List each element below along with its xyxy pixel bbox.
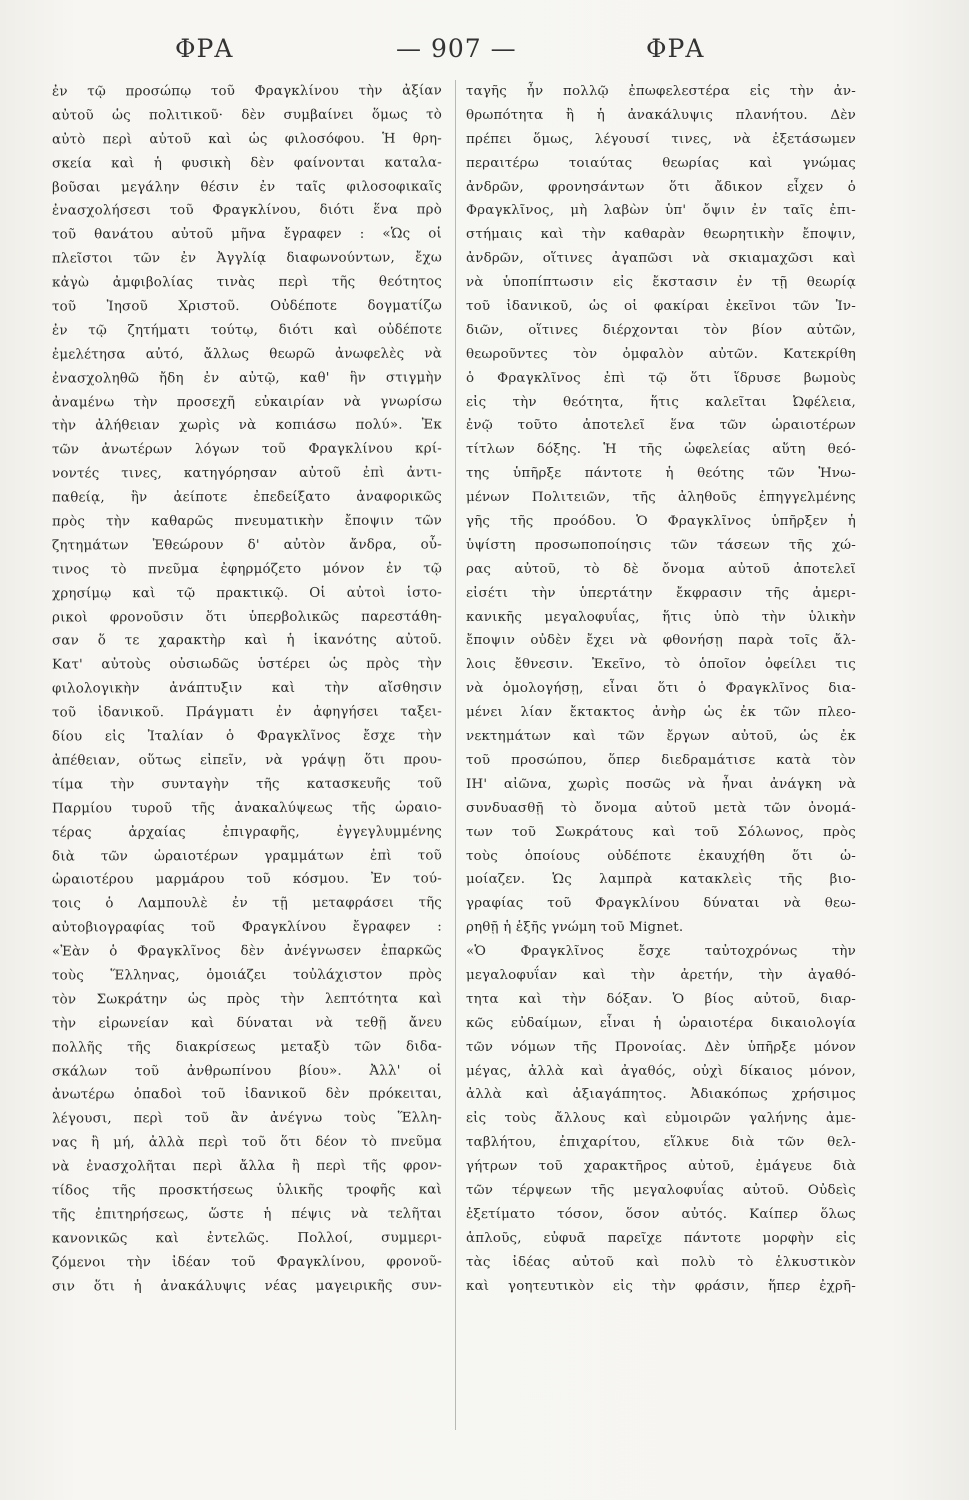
text-line: κανονικῶς καὶ ἐντελῶς. Πολλοί, συμμερι- xyxy=(52,1230,442,1247)
text-line: ζόμενοι τὴν ἰδέαν τοῦ Φραγκλίνου, φρονοῦ- xyxy=(52,1254,442,1271)
text-line: τητα καὶ τὴν δόξαν. Ὁ βίος αὐτοῦ, διαρ- xyxy=(466,991,856,1007)
text-line: νὰ ὁμολογήσῃ, εἶναι ὅτι ὁ Φραγκλῖνος δια- xyxy=(466,681,856,697)
text-line: ταγῆς ἦν πολλῷ ἐπωφελεστέρα εἰς τὴν ἀν- xyxy=(466,84,856,99)
text-line: πολλῆς τῆς διακρίσεως μεταξὺ τῶν διδα- xyxy=(52,1039,442,1056)
text-line: τέρας ἀρχαίας ἐπιγραφῆς, ἐγγεγλυμμένης xyxy=(52,824,442,841)
text-line: ἐνασχολήσεσι τοῦ Φραγκλίνου, διότι ἕνα πρὸ xyxy=(52,202,442,219)
text-line: τοῦ προσώπου, ὅπερ διεδραμάτισε κατὰ τὸν xyxy=(466,752,856,768)
text-line: της ὑπῆρξε πάντοτε ἡ θεότης τῶν Ἡνω- xyxy=(466,466,856,482)
text-line: ἀνδρῶν, φρονησάντων ὅτι ἄδικον εἶχεν ὁ xyxy=(466,179,856,195)
text-line: «Ἐὰν ὁ Φραγκλῖνος δὲν ἀνέγνωσεν ἐπαρκῶς xyxy=(52,943,442,960)
text-line: εἰς τοὺς ἄλλους καὶ εὐμοιρῶν γαλήνης ἀμε- xyxy=(466,1111,856,1127)
text-line: ταβλήτου, ἐπιχαρίτου, εἵλκυε διὰ τῶν θελ- xyxy=(466,1135,856,1151)
text-line: περαιτέρω τοιαύτας θεωρίας καὶ γνώμας xyxy=(466,155,856,171)
text-line: σκάλων τοῦ ἀνθρωπίνου βίου». Ἀλλ' οἱ xyxy=(52,1063,442,1080)
text-line: τὴν εἰρωνείαν καὶ δύναται νὰ τεθῇ ἄνευ xyxy=(52,1015,442,1032)
text-line: νὰ ἐνασχολῆται περὶ ἄλλα ἢ περὶ τῆς φρον- xyxy=(52,1158,442,1175)
text-line: τοῦ θανάτου αὐτοῦ μῆνα ἔγραφεν : «Ὡς οἱ xyxy=(52,226,442,243)
text-line: ἐν τῷ προσώπῳ τοῦ Φραγκλίνου τὴν ἀξίαν xyxy=(52,83,442,100)
text-line: μένων Πολιτειῶν, τῆς ἀληθοῦς ἐπηγγελμένης xyxy=(466,490,856,506)
text-line: παθείᾳ, ἣν ἀείποτε ἐπεδείξατο ἀναφορικῶς xyxy=(52,489,442,506)
text-line: κἀγὼ ἀμφιβολίας τινὰς περὶ τῆς θεότητος xyxy=(52,274,442,291)
text-line: τοῦ Ἰησοῦ Χριστοῦ. Οὐδέποτε δογματίζω xyxy=(52,298,442,315)
text-line: τίδος τῆς προσκτήσεως ὑλικῆς τροφῆς καὶ xyxy=(52,1182,442,1199)
text-line: διὰ τῶν ὡραιοτέρων γραμμάτων ἐπὶ τοῦ xyxy=(52,847,442,865)
text-line: κανικῆς μεγαλοφυΐας, ἥτις ὑπὸ τὴν ὑλικὴν xyxy=(466,609,856,625)
text-line: τῆς ἐπιτηρήσεως, ὥστε ἡ πέψις νὰ τελῆται xyxy=(52,1206,442,1223)
text-line: «Ὁ Φραγκλῖνος ἔσχε ταὐτοχρόνως τὴν xyxy=(466,944,856,960)
text-line: ἐμελέτησα αὐτό, ἄλλως θεωρῶ ἀνωφελὲς νὰ xyxy=(52,346,442,363)
text-line: Κατ' αὐτοὺς οὐσιωδῶς ὑστέρει ὡς πρὸς τὴν xyxy=(52,656,442,673)
text-line: μεγαλοφυΐαν καὶ τὴν ἀρετήν, τὴν ἀγαθό- xyxy=(466,967,856,983)
text-line: τοὺς ὁποίους οὐδέποτε ἐκαυχήθη ὅτι ὡ- xyxy=(466,848,856,864)
text-line: ρικοὶ φρονοῦσιν ὅτι ὑπερβολικῶς παρεστάθη- xyxy=(52,609,442,626)
text-line: ἀναμένω τὴν προσεχῆ εὐκαιρίαν νὰ γνωρίσω xyxy=(52,394,442,411)
text-line: πλεῖστοι τῶν ἐν Ἀγγλίᾳ διαφωνούντων, ἔχω xyxy=(52,250,442,267)
text-line: στήμαις καὶ τὴν καθαρὰν θεωρητικὴν ἔποψιν, xyxy=(466,227,856,243)
text-line: γήτρων τοῦ χαρακτῆρος αὐτοῦ, ἐμάγευε διὰ xyxy=(466,1159,856,1175)
text-line: λοις ἔθνεσιν. Ἐκεῖνο, τὸ ὁποῖον ὀφείλει τις xyxy=(466,657,856,673)
text-columns xyxy=(52,80,922,1460)
text-line: νεκτημάτων καὶ τῶν ἔργων αὐτοῦ, ὡς ἐκ xyxy=(466,729,856,745)
text-line: ἐνῷ τοῦτο ἀποτελεῖ ἕνα τῶν ὡραιοτέρων xyxy=(466,418,856,434)
text-line: αὐτὸ περὶ αὐτοῦ καὶ ὡς φιλοσόφου. Ἡ θρη- xyxy=(52,131,442,148)
text-line: πρέπει ὅμως, λέγουσί τινες, νὰ ἐξετάσωμεν xyxy=(466,131,856,147)
text-line: ὑψίστη προσωποποίησις τῶν τάσεων τῆς χώ- xyxy=(466,537,856,553)
text-line: τοὺς Ἕλληνας, ὁμοιάζει τοὐλάχιστον πρὸς xyxy=(52,967,442,984)
text-line: φιλολογικὴν ἀνάπτυξιν καὶ τὴν αἴσθησιν xyxy=(52,680,442,697)
text-line: σιν ὅτι ἡ ἀνακάλυψις νέας μαγειρικῆς συν- xyxy=(52,1278,442,1295)
text-line: τὸν Σωκράτην ὡς πρὸς τὴν λεπτότητα καὶ xyxy=(52,991,442,1008)
text-line: κῶς εὐδαίμων, εἶναι ἡ ὡραιοτέρα δικαιολογία xyxy=(466,1015,856,1031)
text-line: τίτλων δόξης. Ἡ τῆς ὠφελείας αὕτη θεό- xyxy=(466,442,856,458)
text-line: λέγουσι, περὶ τοῦ ἂν ἀνέγνω τοὺς Ἕλλη- xyxy=(52,1110,442,1127)
text-line: ἐν τῷ ζητήματι τούτῳ, διότι καὶ οὐδέποτε xyxy=(52,322,442,339)
text-line: τῶν νόμων τῆς Προνοίας. Δὲν ὑπῆρξε μόνον xyxy=(466,1039,856,1055)
left-column xyxy=(52,80,442,1460)
text-line: των τοῦ Σωκράτους καὶ τοῦ Σόλωνος, πρὸς xyxy=(466,824,856,840)
header-right-keyword: ΦΡΑ xyxy=(646,34,705,63)
text-line: τίμα τὴν συνταγὴν τῆς κατασκευῆς τοῦ xyxy=(52,776,442,793)
text-line: ἀνωτέρω ὀπαδοὶ τοῦ ἰδανικοῦ δὲν πρόκειται, xyxy=(52,1086,442,1103)
text-line: τοις ὁ Λαμπουλὲ ἐν τῇ μεταφράσει τῆς xyxy=(52,895,442,912)
text-line: πρὸς τὴν καθαρῶς πνευματικὴν ἔποψιν τῶν xyxy=(52,513,442,530)
text-line: μένει λίαν ἔκτακτος ἀνὴρ ὡς ἐκ τῶν πλεο- xyxy=(466,705,856,721)
text-line: βοῦσαι μεγάλην θέσιν ἐν ταῖς φιλοσοφικαῖς xyxy=(52,179,442,196)
text-line: ἐξετίματο τόσον, ὅσον αὐτός. Καίπερ ὅλως xyxy=(466,1206,856,1222)
text-line: νοντές τινες, κατηγόρησαν αὐτοῦ ἐπὶ ἀντι- xyxy=(52,465,442,482)
text-line: μοίαζεν. Ὡς λαμπρὰ κατακλεὶς τῆς βιο- xyxy=(466,872,856,888)
text-line: γῆς τῆς προόδου. Ὁ Φραγκλῖνος ὑπῆρξεν ἡ xyxy=(466,514,856,530)
text-line: χρησίμῳ καὶ τῷ πρακτικῷ. Οἱ αὐτοὶ ἱστο- xyxy=(52,585,442,602)
text-line: τῶν ἀνωτέρων λόγων τοῦ Φραγκλίνου κρί- xyxy=(52,441,442,458)
text-line: ζητημάτων Ἐθεώρουν δ' αὐτὸν ἄνδρα, οὗ- xyxy=(52,537,442,554)
text-line: καὶ γοητευτικὸν εἰς τὴν φράσιν, ἥπερ ἐχρῆ- xyxy=(466,1278,856,1294)
right-column xyxy=(466,80,856,1460)
text-line: θρωπότητα ἢ ἡ ἀνακάλυψις πλανήτου. Δὲν xyxy=(466,107,856,123)
text-line: αὐτοβιογραφίας τοῦ Φραγκλίνου ἔγραφεν : xyxy=(52,919,442,936)
text-line: ἔποψιν οὐδὲν ἔχει νὰ φθονήσῃ παρὰ τοῖς ἄλ- xyxy=(466,633,856,649)
text-line: νὰ ὑποπίπτωσιν εἰς ἔκστασιν ἐν τῇ θεωρίᾳ xyxy=(466,275,856,291)
text-line: ἐνασχοληθῶ ἤδη ἐν αὐτῷ, καθ' ἣν στιγμὴν xyxy=(52,370,442,387)
text-line: ἀπέθειαν, οὕτως εἰπεῖν, νὰ γράψῃ ὅτι πρου- xyxy=(52,752,442,769)
text-line: δίου εἰς Ἰταλίαν ὁ Φραγκλῖνος ἔσχε τὴν xyxy=(52,728,442,745)
text-line: ρας αὐτοῦ, τὸ δὲ ὄνομα αὐτοῦ ἀποτελεῖ xyxy=(466,561,856,577)
header-left-keyword: ΦΡΑ xyxy=(175,34,234,63)
page-header xyxy=(0,34,969,74)
text-line: τοῦ ἰδανικοῦ. Πράγματι ἐν ἀφηγήσει ταξει- xyxy=(52,704,442,721)
text-line: εἰς τὴν θεότητα, ἥτις καλεῖται Ὠφέλεια, xyxy=(466,394,856,410)
text-line: αὐτοῦ ὡς πολιτικοῦ· δὲν συμβαίνει ὅμως τὸ xyxy=(52,107,442,124)
text-line: συνδυασθῇ τὸ ὄνομα αὐτοῦ μετὰ τῶν ὀνομά- xyxy=(466,800,856,816)
text-line: ἀνδρῶν, οἵτινες ἀγαπῶσι νὰ σκιαμαχῶσι καὶ xyxy=(466,251,856,267)
text-line: τοῦ ἰδανικοῦ, ὡς οἱ φακίραι ἐκεῖνοι τῶν Ἰν- xyxy=(466,299,856,315)
text-line: ΙΗ' αἰῶνα, χωρὶς ποσῶς νὰ ἦναι ἀνάγκη νὰ xyxy=(466,776,856,792)
column-divider xyxy=(455,80,456,1430)
text-line: ὁ Φραγκλῖνος ἐπὶ τῷ ὅτι ἵδρυσε βωμοὺς xyxy=(466,370,856,386)
text-line: ρηθῇ ἡ ἑξῆς γνώμη τοῦ Mignet. xyxy=(466,920,684,936)
text-line: σκεία καὶ ἡ φυσικὴ δὲν φαίνονται καταλα- xyxy=(52,155,442,172)
text-line: γραφίας τοῦ Φραγκλίνου δύναται νὰ θεω- xyxy=(466,896,856,912)
text-line: ἀλλὰ καὶ ἀξιαγάπητος. Ἀδιακόπως χρήσιμος xyxy=(466,1087,856,1103)
text-line: εἰσέτι τὴν ὑπερτάτην ἔκφρασιν τῆς ἀμερι- xyxy=(466,585,856,601)
text-line: τὴν ἀλήθειαν χωρὶς νὰ κοπιάσω πολύ». Ἐκ xyxy=(52,417,442,434)
text-line: τῶν τέρψεων τῆς μεγαλοφυΐας αὐτοῦ. Οὐδεὶς xyxy=(466,1182,856,1198)
text-line: διῶν, οἵτινες διέρχονται τὸν βίον αὐτῶν, xyxy=(466,322,856,338)
text-line: νας ἢ μή, ἀλλὰ περὶ τοῦ ὅτι δέον τὸ πνεῦμα xyxy=(52,1134,442,1151)
text-line: θεωροῦντες τὸν ὀμφαλὸν αὐτῶν. Κατεκρίθη xyxy=(466,346,856,362)
text-line: τὰς ἰδέας αὐτοῦ καὶ πολὺ τὸ ἑλκυστικὸν xyxy=(466,1254,856,1270)
text-line: Φραγκλῖνος, μὴ λαβὼν ὑπ' ὄψιν ἐν ταῖς ἐπι- xyxy=(466,203,856,219)
text-line: τινος τὸ πνεῦμα ἐφηρμόζετο μόνον ἐν τῷ xyxy=(52,561,442,578)
text-line: ὡραιοτέρου μαρμάρου τοῦ κόσμου. Ἐν τού- xyxy=(52,871,442,888)
text-line: ἁπλοῦς, εὐφυᾶ παρεῖχε πάντοτε μορφὴν εἰς xyxy=(466,1230,856,1246)
page-number: — 907 — xyxy=(396,34,517,63)
text-line: μέγας, ἀλλὰ καὶ ἀγαθός, οὐχὶ δίκαιος μόνον, xyxy=(466,1063,856,1079)
text-line: Παρμίου τυροῦ τῆς ἀνακαλύψεως τῆς ὡραιο- xyxy=(52,800,442,817)
text-line: σαν ὅ τε χαρακτὴρ καὶ ἡ ἱκανότης αὐτοῦ. xyxy=(52,632,442,649)
